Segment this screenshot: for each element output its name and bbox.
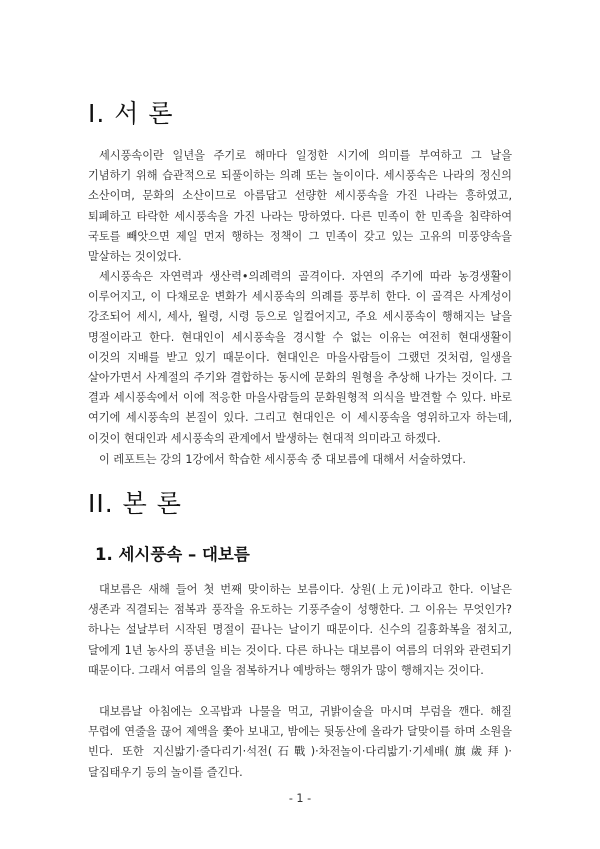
- body-paragraph-1: 대보름은 새해 들어 첫 번째 맞이하는 보름이다. 상원(上元)이라고 한다. 이날은 생존과 직결되는 점복과 풍작을 유도하는 기풍주술이 성행한다. 그 이유는 무엇인가? 하나는 설날부터 시작된 명절이 끝나는 날이기 때문이다. 신수의 길흉화복을 점치고, 달에게 1년 농사의 풍년을 비는 것이다. 다른 하나는 대보름이 여름의 더위와 관련되기 때문이다. 그래서 여름의 일을 점복하거나 예방하는 행위가 많이 행해지는 것이다.: [88, 583, 512, 677]
- body-paragraph-2: 대보름날 아침에는 오곡밥과 나물을 먹고, 귀밝이술을 마시며 부럼을 깬다. 해질 무렵에 연줄을 끊어 제액을 쫓아 보내고, 밤에는 뒷동산에 올라가 달맞이를 하며 소원을 빈다. 또한 지신밟기·줄다리기·석전(石戰)·차전놀이·다리밟기·기세배(旗歲拜)·달집태우기 등의 놀이를 즐긴다.: [88, 705, 512, 779]
- page-number: - 1 -: [288, 792, 312, 805]
- intro-heading: I. 서 론: [88, 99, 174, 128]
- body-heading: II. 본 론: [88, 489, 182, 518]
- intro-paragraph-3: 이 레포트는 강의 1강에서 학습한 세시풍속 중 대보름에 대해서 서술하였다.: [99, 453, 466, 466]
- body-subheading: 1. 세시풍속 – 대보름: [95, 545, 250, 564]
- intro-paragraph-2: 세시풍속은 자연력과 생산력•의례력의 골격이다. 자연의 주기에 따라 농경생활이 이루어지고, 이 다채로운 변화가 세시풍속의 의례를 풍부히 한다. 이 골격은 사계성이 강조되어 세시, 세사, 월령, 시령 등으로 일컬어지고, 주요 세시풍속이 행해지는 날을 명절이라고 한다. 현대인이 세시풍속을 경시할 수 없는 이유는 여전히 현대생활이 이것의 지배를 받고 있기 때문이다. 현대인은 마을사람들이 그랬던 것처럼, 일생을 살아가면서 사계절의 주기와 결합하는 동시에 문화의 원형을 추상해 나가는 것이다. 그 결과 세시풍속에서 이에 적응한 마을사람들의 문화원형적 의식을 발견할 수 있다. 바로 여기에 세시풍속의 본질이 있다. 그리고 현대인은 이 세시풍속을 영위하고자 하는데, 이것이 현대인과 세시풍속의 관계에서 발생하는 현대적 의미라고 하겠다.: [88, 270, 512, 445]
- intro-paragraph-1: 세시풍속이란 일년을 주기로 해마다 일정한 시기에 의미를 부여하고 그 날을 기념하기 위해 습관적으로 되풀이하는 의례 또는 놀이이다. 세시풍속은 나라의 정신의 소산이며, 문화의 소산이므로 아름답고 선량한 세시풍속을 가진 나라는 흥하였고, 퇴폐하고 타락한 세시풍속을 가진 나라는 망하였다. 다른 민족이 한 민족을 침략하여 국토를 빼앗으면 제일 먼저 행하는 정책이 그 민족이 갖고 있는 고유의 미풍양속을 말살하는 것이었다.: [88, 149, 512, 264]
